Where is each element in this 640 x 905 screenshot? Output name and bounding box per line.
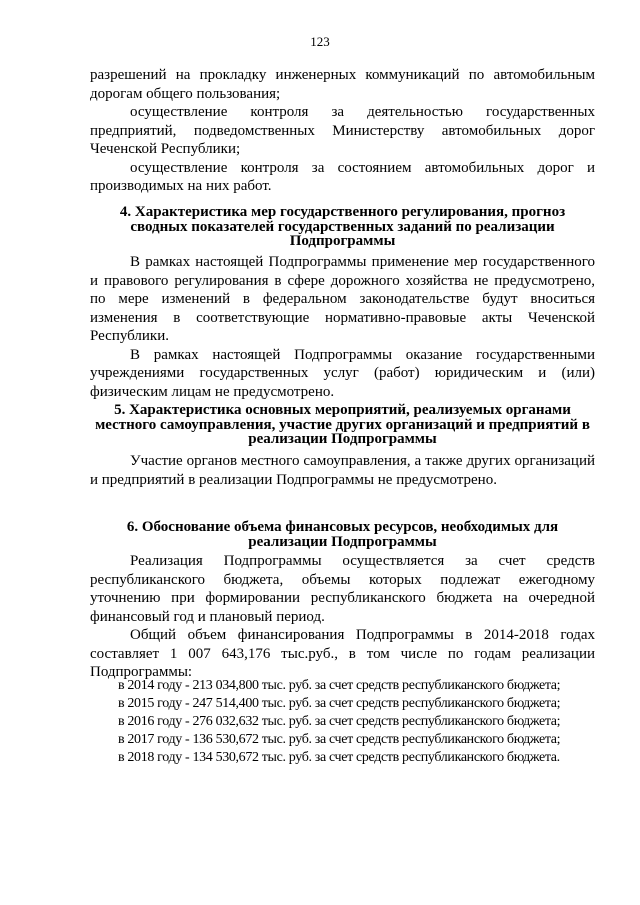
list-item: в 2016 году - 276 032,632 тыс. руб. за счет средств республиканского бюджета; [118,714,561,729]
section-5-body [90,452,595,489]
paragraph: Реализация Подпрограммы осуществляется за счет средств республиканского бюджета, объемы которых подлежат ежегодному уточнению при формировании республиканского бюджета на очередной финансовый год и плановый период. [90,553,595,625]
section-6-body [90,552,595,682]
intro-block [90,66,595,196]
funding-by-year-list [90,677,595,767]
paragraph: Участие органов местного самоуправления, а также других организаций и предприятий в реализации Подпрограммы не предусмотрено. [90,453,595,488]
list-item: в 2015 году - 247 514,400 тыс. руб. за счет средств республиканского бюджета; [118,696,561,711]
paragraph: В рамках настоящей Подпрограммы оказание государственными учреждениями государственных услуг (работ) юридическим и (или) физическим лицам не предусмотрено. [90,346,595,400]
list-item: в 2014 году - 213 034,800 тыс. руб. за счет средств республиканского бюджета; [118,678,561,693]
section-4-body [90,253,595,401]
section-4 [90,205,595,249]
section-5 [90,403,595,447]
page-number: 123 [310,34,330,49]
list-item: в 2018 году - 134 530,672 тыс. руб. за счет средств республиканского бюджета. [118,750,560,765]
paragraph: осуществление контроля за состоянием автомобильных дорог и производимых на них работ. [90,159,595,194]
paragraph: разрешений на прокладку инженерных коммуникаций по автомобильным дорогам общего пользования; [90,67,595,102]
section-heading: 4. Характеристика мер государственного регулирования, прогноз сводных показателей государственных заданий по реализации Подпрограммы [119,204,566,249]
paragraph: В рамках настоящей Подпрограммы применение мер государственного и правового регулирования в сфере дорожного хозяйства не предусмотрено, по мере изменений в федеральном законодательстве будут вноситься изменения в соответствующие нормативно-правовые акты Чеченской Республики. [90,254,595,344]
section-6 [90,520,595,549]
paragraph: осуществление контроля за деятельностью государственных предприятий, подведомственных Министерству автомобильных дорог Чеченской Республики; [90,104,595,157]
section-heading: 6. Обоснование объема финансовых ресурсов, необходимых для реализации Подпрограммы [126,519,559,550]
list-item: в 2017 году - 136 530,672 тыс. руб. за счет средств республиканского бюджета; [118,732,561,747]
section-heading: 5. Характеристика основных мероприятий, реализуемых органами местного самоуправления, участие других организаций и предприятий в реализации Подпрограммы [95,402,590,447]
paragraph: Общий объем финансирования Подпрограммы в 2014-2018 годах составляет 1 007 643,176 тыс.руб., в том числе по годам реализации Подпрограммы: [90,627,595,680]
